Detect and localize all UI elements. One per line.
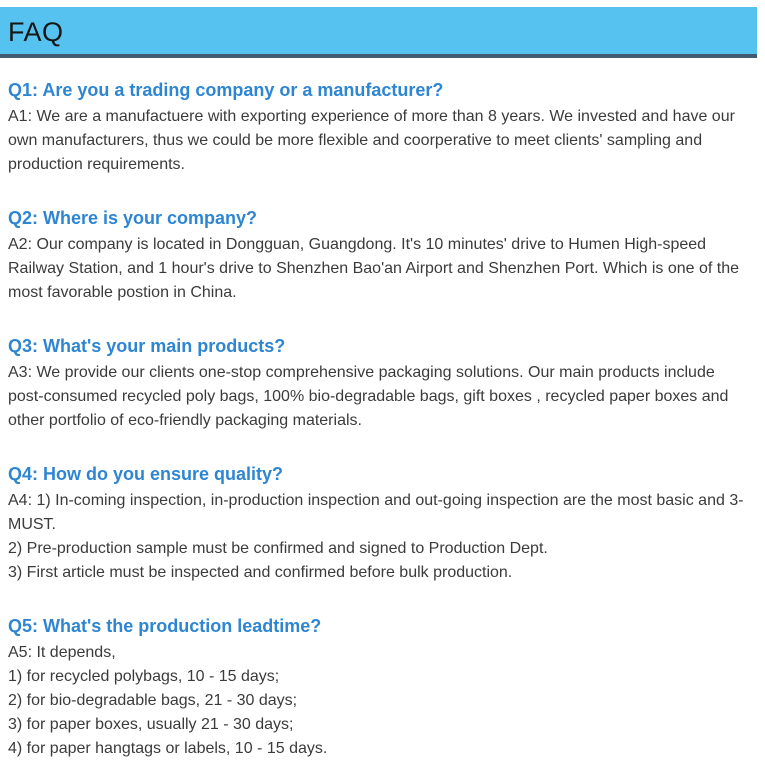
- faq-item-q3: [8, 334, 749, 433]
- faq-answer-line: 2) for bio-degradable bags, 21 - 30 days;: [8, 692, 298, 709]
- faq-answer-line: A1: We are a manufactuere with exporting experience of more than 8 years. We invested and have our own manufacturers, thus we could be more flexible and coorperative to meet clients' sampling and production requirements.: [8, 108, 735, 173]
- faq-section-title: FAQ: [8, 17, 64, 47]
- faq-answer-line: A5: It depends,: [8, 644, 116, 661]
- faq-content: [0, 78, 765, 761]
- faq-answer-line: 3) for paper boxes, usually 21 - 30 days;: [8, 716, 294, 733]
- faq-answer-line: A3: We provide our clients one-stop comprehensive packaging solutions. Our main products include post-consumed recycled poly bags, 100% bio-degradable bags, gift boxes , recycled paper boxes and other portfolio of eco-friendly packaging materials.: [8, 364, 729, 429]
- faq-section-header: [0, 7, 757, 58]
- faq-answer-line: 1) for recycled polybags, 10 - 15 days;: [8, 668, 280, 685]
- faq-answer-line: A4: 1) In-coming inspection, in-production inspection and out-going inspection are the most basic and 3-MUST.: [8, 492, 744, 533]
- faq-question: Q3: What's your main products?: [8, 336, 286, 356]
- faq-answer-line: 4) for paper hangtags or labels, 10 - 15 days.: [8, 740, 328, 757]
- faq-item-q2: [8, 206, 749, 305]
- faq-answer-line: A2: Our company is located in Dongguan, Guangdong. It's 10 minutes' drive to Humen High-speed Railway Station, and 1 hour's drive to Shenzhen Bao'an Airport and Shenzhen Port. Which is one of the most favorable postion in China.: [8, 236, 739, 301]
- faq-answer-line: 3) First article must be inspected and confirmed before bulk production.: [8, 564, 513, 581]
- faq-question: Q4: How do you ensure quality?: [8, 464, 284, 484]
- faq-item-q4: [8, 462, 749, 585]
- faq-answer-line: 2) Pre-production sample must be confirmed and signed to Production Dept.: [8, 540, 548, 557]
- faq-item-q1: [8, 78, 749, 177]
- faq-question: Q1: Are you a trading company or a manufacturer?: [8, 80, 444, 100]
- faq-item-q5: [8, 614, 749, 761]
- faq-question: Q2: Where is your company?: [8, 208, 258, 228]
- faq-question: Q5: What's the production leadtime?: [8, 616, 322, 636]
